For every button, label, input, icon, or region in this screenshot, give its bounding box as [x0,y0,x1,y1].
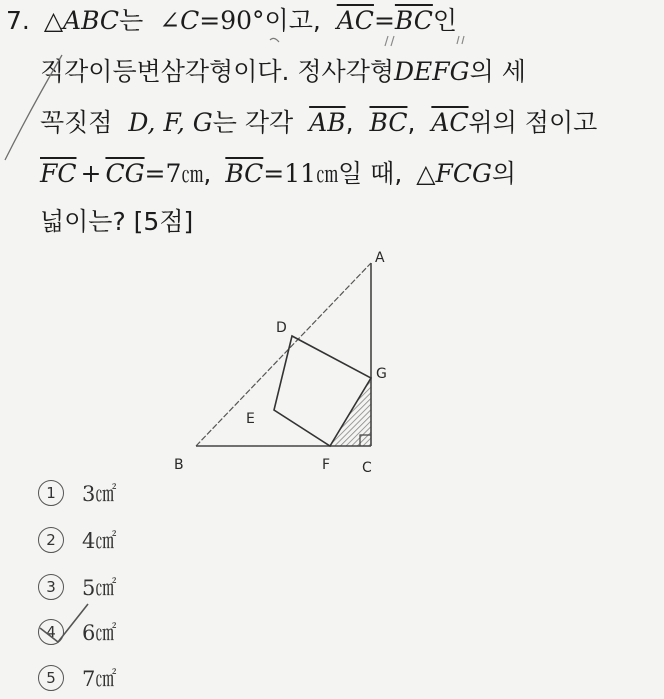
question-line-5: 넓이는? [5점] [40,207,194,236]
unit-cm: ㎝ [316,163,339,188]
choice-number: 4 [38,619,64,645]
choice-value: 6㎠ [82,621,117,645]
question-line-3 [40,106,597,140]
question-line-1 [6,4,457,38]
segment-ab: $\overline{AB}$ [309,108,346,137]
equals: = [373,6,395,35]
choice-number: 3 [38,574,64,600]
text: 이고, [264,6,321,35]
segment-ac: $\overline{AC}$ [336,6,374,35]
label-d: D [276,320,287,336]
comma: , [203,159,212,188]
text: 일 때, [338,159,403,188]
square-defg: DEFG [394,57,470,86]
label-e: E [246,411,255,427]
value-7: =7 [144,159,182,188]
comma: , [345,108,354,137]
degree-symbol: ° [252,6,265,35]
label-f: F [322,457,331,473]
question-line-4 [40,157,516,193]
label-a: A [375,250,385,266]
choice-value: 4㎠ [82,529,117,553]
choice-number: 5 [38,665,64,691]
label-g: G [376,366,387,382]
side-ab [196,263,371,446]
text: 의 [491,159,517,188]
choice-value: 7㎠ [82,667,117,691]
question-line-2 [40,55,526,89]
comma: , [407,108,416,137]
angle-c: C [180,6,200,35]
triangle-abc: ABC [63,6,120,35]
choice-value: 3㎠ [82,482,117,506]
triangle-symbol: △ [43,6,64,35]
choice-number: 2 [38,527,64,553]
question-number: 7. [6,6,30,35]
segment-fc: $\overline{FC}$ [40,159,77,188]
geometry-diagram [170,248,400,478]
text: 직각이등변삼각형이다. 정사각형 [40,57,394,86]
text: 의 세 [469,57,526,86]
choice-2[interactable] [38,525,116,559]
text: 는 [119,6,144,35]
points-dfg: D, F, G [128,108,213,137]
text: 인 [432,6,458,35]
plus: + [80,159,102,188]
label-c: C [362,460,372,476]
segment-bc: $\overline{BC}$ [369,108,408,137]
unit-cm: ㎝ [181,163,204,188]
label-b: B [174,457,184,473]
triangle-symbol: △ [416,159,436,188]
choice-value: 5㎠ [82,576,117,600]
text: 는 각각 [212,108,294,137]
segment-ac: $\overline{AC}$ [431,108,469,137]
ninety: =90 [199,6,253,35]
segment-cg: $\overline{CG}$ [105,159,145,188]
segment-bc: $\overline{BC}$ [225,159,264,188]
choice-1[interactable] [38,478,116,512]
text: 꼭짓점 [40,108,113,137]
value-11: =11 [263,159,317,188]
choice-5[interactable] [38,663,116,697]
choice-3[interactable] [38,572,116,606]
segment-bc: $\overline{BC}$ [394,6,433,35]
choice-number: 1 [38,480,64,506]
triangle-fcg: FCG [435,159,492,188]
choice-4[interactable] [38,617,116,651]
angle-symbol: ∠ [159,6,181,35]
text: 위의 점이고 [468,108,598,137]
